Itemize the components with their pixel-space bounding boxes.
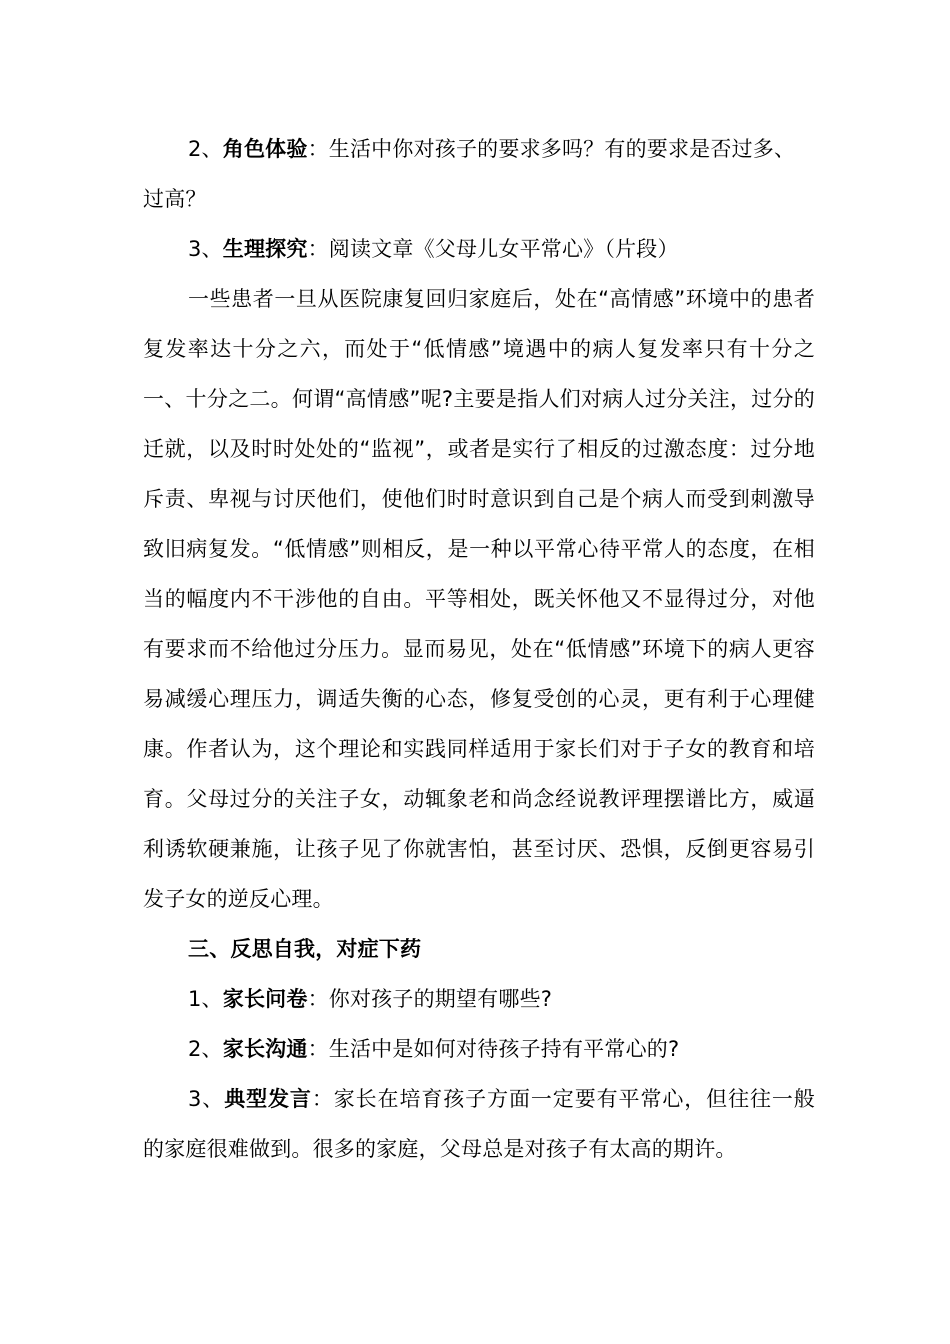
paragraph-parent-communication [143,1024,815,1074]
paragraph-role-experience [143,124,815,224]
item-number: 3、 [188,237,223,261]
paragraph-parent-questionnaire [143,974,815,1024]
item-number: 3、 [188,1087,225,1111]
item-text: ：家长在培育孩子方面一定要有平常心，但往往一般的家庭很难做到。很多的家庭，父母总是对孩子有太高的期许。 [143,1087,815,1161]
document-body [143,124,815,1174]
item-number: 2、 [188,137,223,161]
item-heading: 角色体验 [222,137,308,161]
paragraph-typical-speech [143,1074,815,1174]
item-text: ：生活中你对孩子的要求多吗？有的要求是否过多、过高？ [143,137,796,211]
item-text: ：生活中是如何对待孩子持有平常心的? [307,1037,680,1061]
item-number: 2、 [188,1037,223,1061]
item-number: 1、 [188,987,223,1011]
item-text: ：你对孩子的期望有哪些? [307,987,553,1011]
paragraph-physiology-inquiry [143,224,815,274]
section-heading: 三、反思自我，对症下药 [188,937,422,961]
item-text: ：阅读文章《父母儿女平常心》（片段） [307,237,679,261]
item-heading: 家长沟通 [222,1037,308,1061]
item-heading: 典型发言 [224,1087,312,1111]
item-heading: 生理探究 [222,237,308,261]
paragraph-article-excerpt: 一些患者一旦从医院康复回归家庭后，处在“高情感”环境中的患者复发率达十分之六，而处于“低情感”境遇中的病人复发率只有十分之一、十分之二。何谓“高情感”呢?主要是指人们对病人过分关注，过分的迁就，以及时时处处的“监视”，或者是实行了相反的过激态度：过分地斥责、卑视与讨厌他们，使他们时时意识到自己是个病人而受到刺激导致旧病复发。“低情感”则相反，是一种以平常心待平常人的态度，在相当的幅度内不干涉他的自由。平等相处，既关怀他又不显得过分，对他有要求而不给他过分压力。显而易见，处在“低情感”环境下的病人更容易减缓心理压力，调适失衡的心态，修复受创的心灵，更有利于心理健康。作者认为，这个理论和实践同样适用于家长们对于子女的教育和培育。父母过分的关注子女，动辄象老和尚念经说教评理摆谱比方，威逼利诱软硬兼施，让孩子见了你就害怕，甚至讨厌、恐惧，反倒更容易引发子女的逆反心理。 [143,287,815,911]
item-heading: 家长问卷 [222,987,308,1011]
